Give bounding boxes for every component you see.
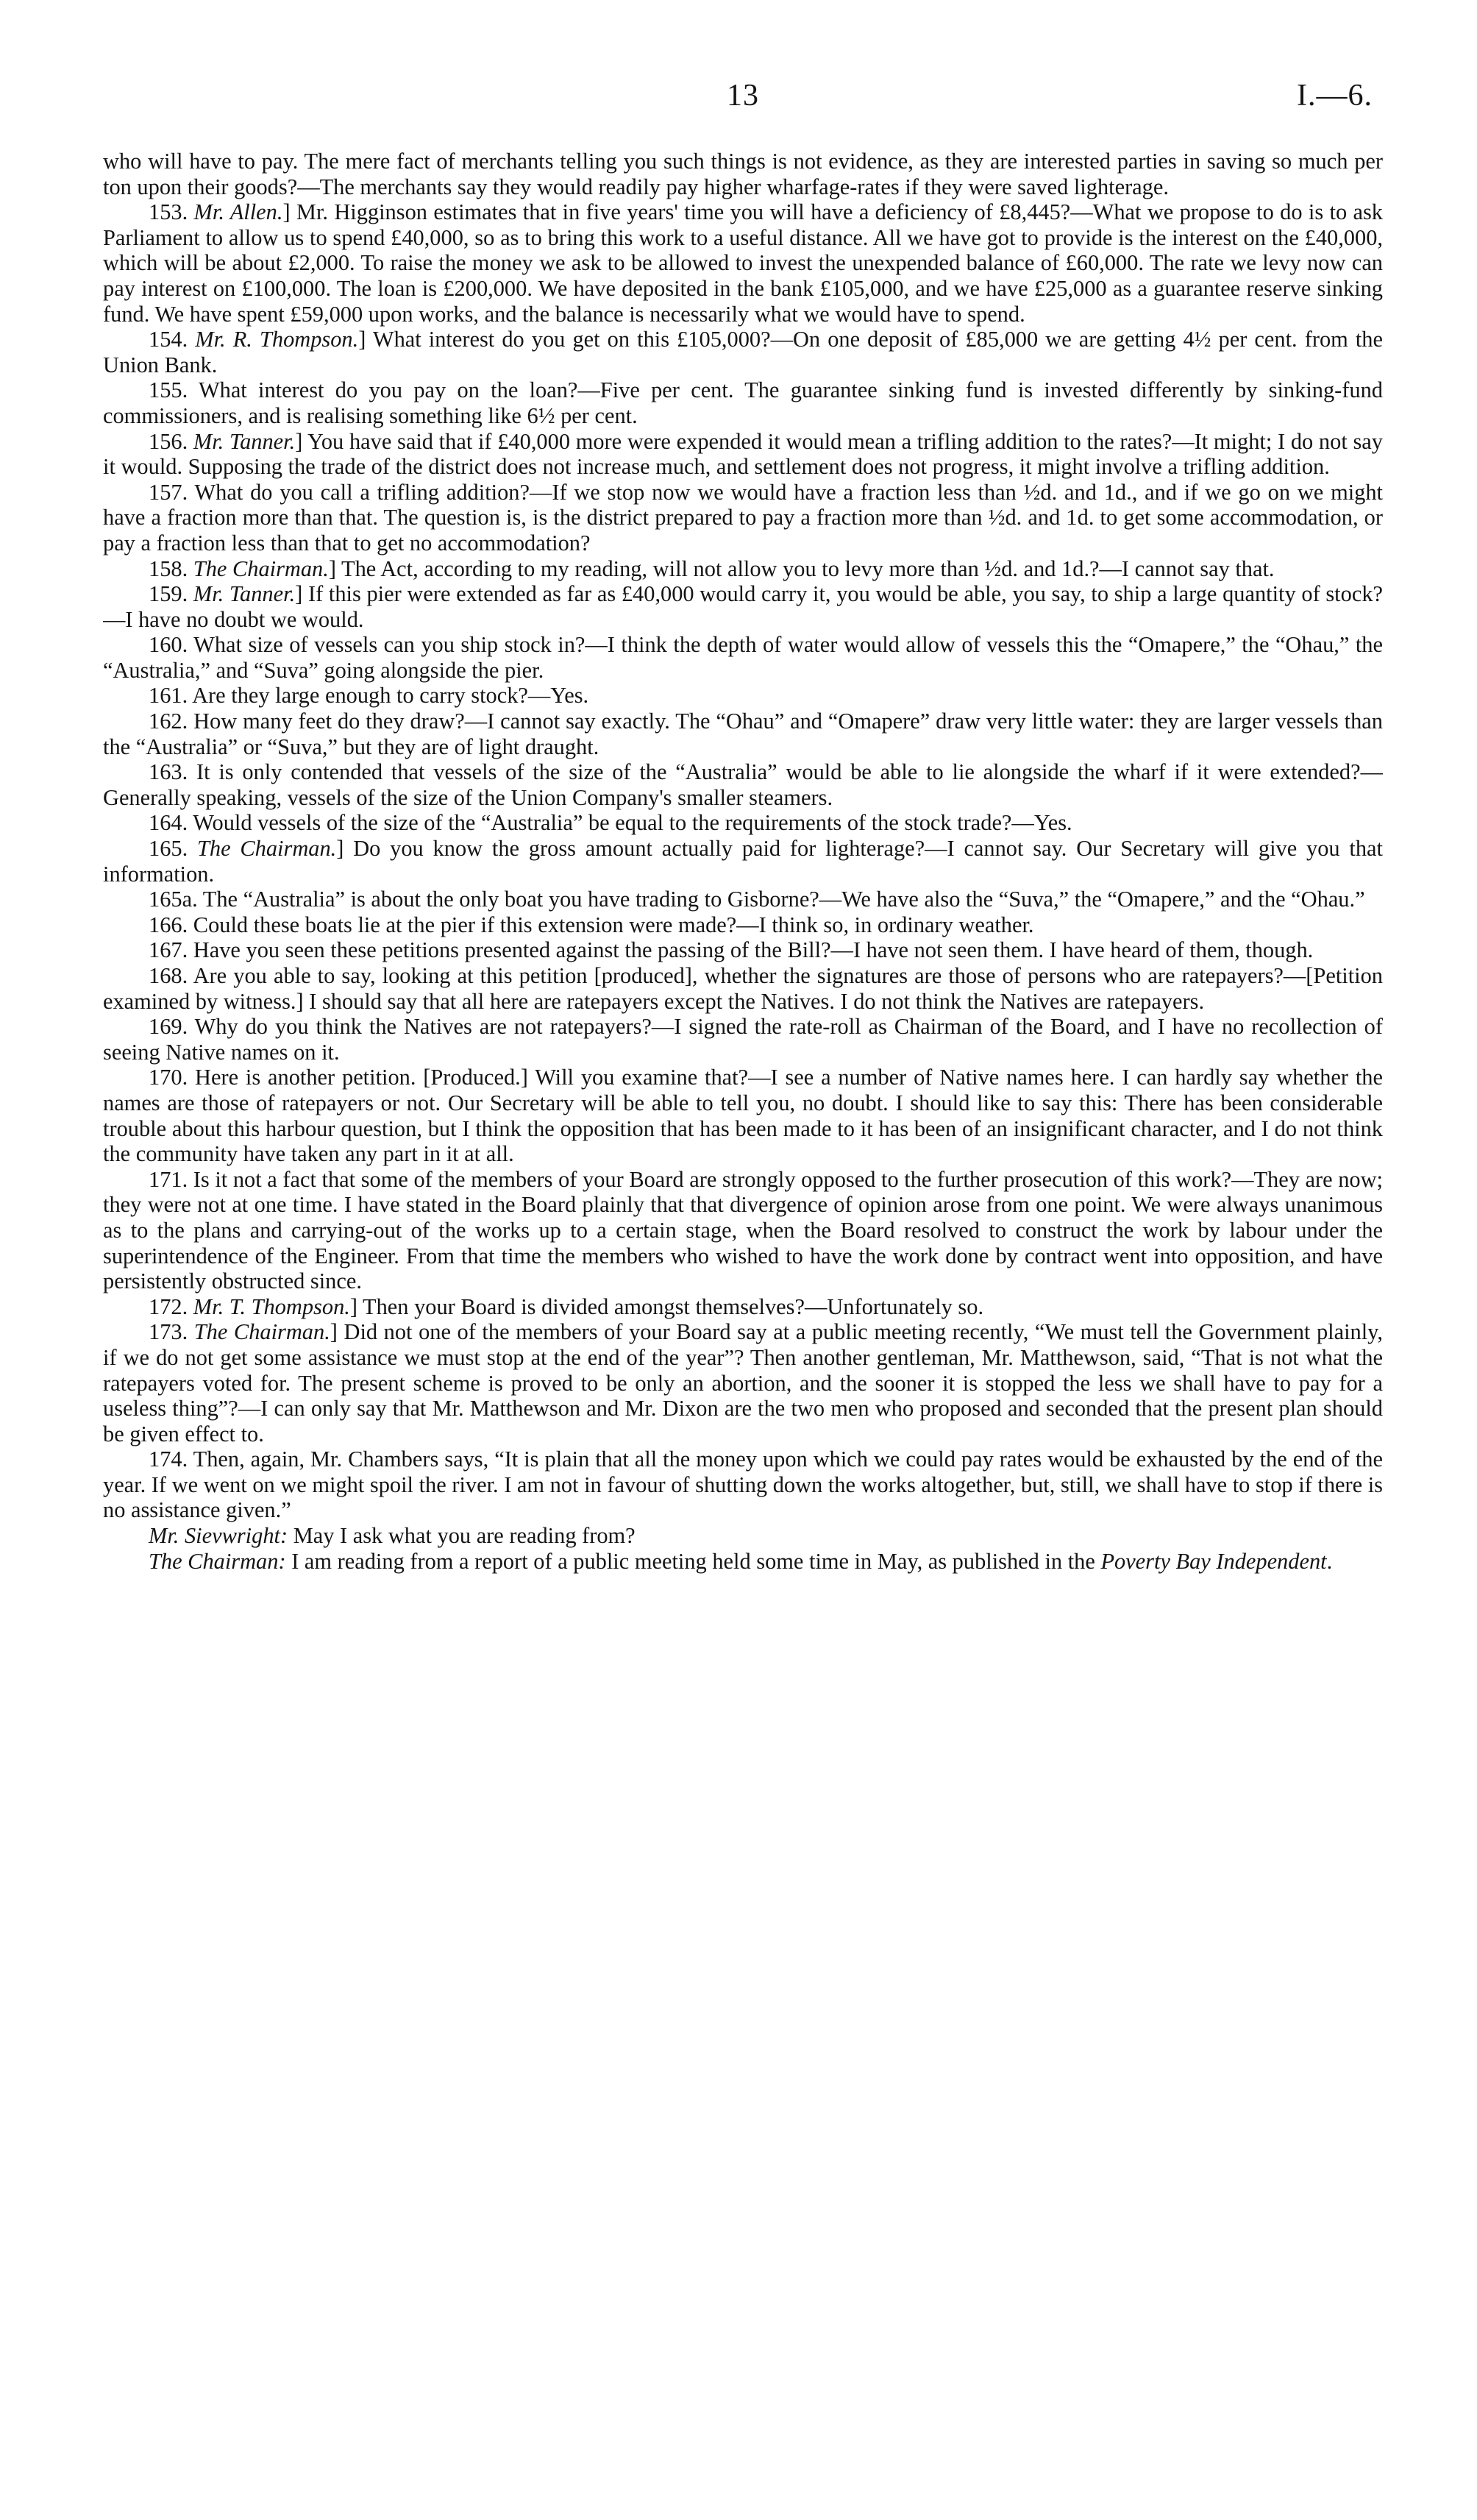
question-number: 167. (149, 937, 188, 963)
testimony-paragraph (103, 937, 1383, 963)
paragraph-text: What interest do you pay on the loan?—Five per cent. The guarantee sinking fund is invested differently by sinking-fund commissioners, and is realising something like 6½ per cent. (103, 377, 1383, 428)
testimony-paragraph: 153. Mr. Allen.] Mr. Higginson estimates that in five years' time you will have a deficiency of £8,445?—What we propose to do is to ask Parliament to allow us to spend £40,000, so as to bring this work to a useful distance. All we have got to provide is the interest on the £40,000, which will be about £2,000. To raise the money we ask to be allowed to invest the unexpended balance of £60,000. The rate we levy now can pay interest on £100,000. The loan is £200,000. We have deposited in the bank £105,000, and we have £25,000 as a guarantee reserve sinking fund. We have spent £59,000 upon works, and the balance is necessarily what we would have to spend. (103, 199, 1383, 327)
testimony-paragraph (103, 759, 1383, 810)
question-number: 164. (149, 810, 188, 836)
publication-title: Poverty Bay Independent (1100, 1548, 1327, 1574)
paragraph-text: What do you call a trifling addition?—If we stop now we would have a fraction less than ½d. and 1d., and if we go on we might have a fraction more than that. The question is, is the district prepared to pay a fraction more than ½d. and 1d. to get some accommodation, or pay a fraction less than that to get no accommodation? (103, 479, 1383, 556)
question-number: 170. (149, 1065, 188, 1090)
paragraph-text: If this pier were extended as far as £40,000 would carry it, you would be able, you say, to ship a large quantity of stock?—I have no doubt we would. (103, 581, 1383, 632)
speaker-name: The Chairman. (193, 556, 329, 581)
question-number: 154. (149, 327, 188, 352)
paragraph-text: The “Australia” is about the only boat you have trading to Gisborne?—We have also the “Suva,” the “Omapere,” and the “Ohau.” (202, 887, 1365, 912)
speaker-name: The Chairman. (193, 1319, 330, 1345)
paragraph-text: Do you know the gross amount actually paid for lighterage?—I cannot say. Our Secretary will give you that information. (103, 836, 1383, 887)
paragraph-text: who will have to pay. The mere fact of merchants telling you such things is not evidence, as they are interested parties in saving so much per ton upon their goods?—The merchants say they would readily pay higher wharfage-rates if they were saved lighterage. (103, 149, 1383, 199)
paragraph-text: Why do you think the Natives are not ratepayers?—I signed the rate-roll as Chairman of the Board, and I have no recollection of seeing Native names on it. (103, 1014, 1383, 1065)
paragraph-text: May I ask what you are reading from? (293, 1523, 636, 1549)
paragraph-text: Are they large enough to carry stock?—Yes. (192, 683, 589, 709)
paragraph-text: Could these boats lie at the pier if this extension were made?—I think so, in ordinary weather. (193, 912, 1034, 937)
testimony-paragraph: 159. Mr. Tanner.] If this pier were extended as far as £40,000 would carry it, you would be able, you say, to ship a large quantity of stock?—I have no doubt we would. (103, 581, 1383, 632)
document-page (103, 74, 1383, 2472)
testimony-paragraph (103, 709, 1383, 759)
paragraph-text: How many feet do they draw?—I cannot say exactly. The “Ohau” and “Omapere” draw very little water: they are larger vessels than the “Australia” or “Suva,” but they are of light draught. (103, 709, 1383, 759)
page-number: 13 (727, 79, 759, 113)
question-number: 172. (149, 1293, 188, 1319)
paragraph-text: Then, again, Mr. Chambers says, “It is plain that all the money upon which we could pay rates would be exhausted by the end of the year. If we went on we might spoil the river. I am not in favour of shutting down the works altogether, but, still, we shall have to stop if there is no assistance given.” (103, 1447, 1383, 1523)
testimony-paragraph: 165. The Chairman.] Do you know the gross amount actually paid for lighterage?—I cannot say. Our Secretary will give you that information. (103, 836, 1383, 887)
testimony-paragraph (103, 912, 1383, 938)
paragraph-text: Have you seen these petitions presented against the passing of the Bill?—I have not seen them. I have heard of them, though. (193, 937, 1314, 963)
speaker-name: The Chairman. (197, 836, 337, 862)
question-number: 159. (149, 581, 188, 607)
question-number: 165a. (149, 887, 198, 912)
testimony-paragraph (103, 1447, 1383, 1523)
paragraph-text: You have said that if £40,000 more were expended it would mean a trifling addition to the rates?—It might; I do not say it would. Supposing the trade of the district does not increase much, and settlement does not progress, it might involve a trifling addition. (103, 428, 1383, 480)
paragraph-text: Mr. Higginson estimates that in five years' time you will have a deficiency of £8,445?—What we propose to do is to ask Parliament to allow us to spend £40,000, so as to bring this work to a useful distance. All we have got to provide is the interest on the £40,000, which will be about £2,000. To raise the money we ask to be allowed to invest the unexpended balance of £60,000. The rate we levy now can pay interest on £100,000. The loan is £200,000. We have deposited in the bank £105,000, and we have £25,000 as a guarantee reserve sinking fund. We have spent £59,000 upon works, and the balance is necessarily what we would have to spend. (103, 199, 1383, 327)
paragraph-text: What size of vessels can you ship stock in?—I think the depth of water would allow of vessels this the “Omapere,” the “Ohau,” the “Australia,” and “Suva” going alongside the pier. (103, 632, 1383, 683)
testimony-paragraph (103, 149, 1383, 199)
testimony-paragraph (103, 1014, 1383, 1065)
question-number: 153. (149, 199, 188, 225)
question-number: 157. (149, 479, 188, 505)
paragraph-text: Are you able to say, looking at this petition [produced], whether the signatures are those of persons who are ratepayers?—[Petition examined by witness.] I should say that all here are ratepayers except the Natives. I do not think the Natives are ratepayers. (103, 963, 1383, 1014)
paragraph-text: Here is another petition. [Produced.] Will you examine that?—I see a number of Native names here. I can hardly say whether the names are those of ratepayers or not. Our Secretary will be able to tell you, no doubt. I should like to say this: There has been considerable trouble about this harbour question, but I think the opposition that has been made to it has been of an insignificant character, and I do not think the community have taken any part in it at all. (103, 1065, 1383, 1167)
testimony-paragraph: 154. Mr. R. Thompson.] What interest do you get on this £105,000?—On one deposit of £85,000 we are getting 4½ per cent. from the Union Bank. (103, 327, 1383, 377)
question-number: 163. (149, 759, 188, 785)
paragraph-text: The Act, according to my reading, will not allow you to levy more than ½d. and 1d.?—I cannot say that. (341, 556, 1275, 581)
question-number: 165. (149, 836, 188, 862)
closing-paragraph (103, 1523, 1383, 1549)
question-number: 162. (149, 709, 188, 734)
question-number: 169. (149, 1014, 188, 1040)
question-number: 171. (149, 1166, 188, 1192)
question-number: 155. (149, 377, 188, 403)
testimony-paragraph: 156. Mr. Tanner.] You have said that if £40,000 more were expended it would mean a trifling addition to the rates?—It might; I do not say it would. Supposing the trade of the district does not increase much, and settlement does not progress, it might involve a trifling addition. (103, 428, 1383, 480)
closing-paragraph (103, 1549, 1383, 1575)
testimony-paragraph (103, 1065, 1383, 1166)
paragraph-text: Is it not a fact that some of the members of your Board are strongly opposed to the further prosecution of this work?—They are now; they were not at one time. I have stated in the Board plainly that that divergence of opinion arose from one point. We were always unanimous as to the plans and carrying-out of the works up to a certain stage, when the Board resolved to construct the work by labour under the superintendence of the Engineer. From that time the members who wished to have the work done by contract went into opposition, and have persistently obstructed since. (103, 1166, 1383, 1294)
testimony-paragraph: 172. Mr. T. Thompson.] Then your Board is divided amongst themselves?—Unfortunately so. (149, 1293, 984, 1319)
question-number: 174. (149, 1447, 188, 1472)
question-number: 160. (149, 632, 188, 658)
paragraph-text: Would vessels of the size of the “Australia” be equal to the requirements of the stock trade?—Yes. (193, 810, 1072, 836)
question-number: 168. (149, 963, 188, 988)
paragraph-text: It is only contended that vessels of the size of the “Australia” would be able to lie alongside the wharf if it were extended?—Generally speaking, vessels of the size of the Union Company's smaller steamers. (103, 759, 1383, 810)
speaker-name: Mr. R. Thompson. (195, 327, 359, 352)
speaker-name: Mr. T. Thompson. (193, 1293, 350, 1319)
testimony-paragraph (103, 683, 1383, 709)
testimony-paragraph (103, 480, 1383, 556)
testimony-paragraph (103, 963, 1383, 1014)
testimony-paragraph (103, 887, 1383, 912)
page-header (103, 74, 1383, 125)
question-number: 173. (149, 1319, 188, 1345)
question-number: 166. (149, 912, 188, 937)
testimony-paragraph (103, 632, 1383, 683)
paragraph-text: Then your Board is divided amongst themselves?—Unfortunately so. (363, 1293, 984, 1319)
testimony-paragraph (103, 810, 1383, 836)
paragraph-text: Did not one of the members of your Board say at a public meeting recently, “We must tell the Government plainly, if we do not get some assistance we must stop at the end of the year”? Then another gentleman, Mr. Matthewson, said, “That is not what the ratepayers voted for. The present scheme is proved to be only an abortion, and the sooner it is stopped the less we shall have to pay for a useless thing”?—I can only say that Mr. Matthewson and Mr. Dixon are the two men who proposed and seconded that the present plan should be given effect to. (103, 1319, 1383, 1447)
question-number: 156. (149, 428, 188, 454)
question-number: 161. (149, 683, 188, 709)
document-reference: I.—6. (1297, 79, 1373, 113)
speaker-name: The Chairman: (149, 1548, 286, 1574)
speaker-name: Mr. Allen. (193, 199, 283, 225)
speaker-name: Mr. Tanner. (193, 428, 296, 454)
paragraph-text: What interest do you get on this £105,000?—On one deposit of £85,000 we are getting 4½ per cent. from the Union Bank. (103, 327, 1383, 377)
question-number: 158. (149, 556, 188, 581)
document-body (103, 149, 1383, 1574)
testimony-paragraph (103, 377, 1383, 428)
testimony-paragraph: 158. The Chairman.] The Act, according to my reading, will not allow you to levy more than ½d. and 1d.?—I cannot say that. (149, 556, 1275, 581)
paragraph-text: I am reading from a report of a public meeting held some time in May, as published in the (291, 1548, 1095, 1574)
testimony-paragraph (103, 1167, 1383, 1294)
testimony-paragraph: 173. The Chairman.] Did not one of the members of your Board say at a public meeting recently, “We must tell the Government plainly, if we do not get some assistance we must stop at the end of the year”? Then another gentleman, Mr. Matthewson, said, “That is not what the ratepayers voted for. The present scheme is proved to be only an abortion, and the sooner it is stopped the less we shall have to pay for a useless thing”?—I can only say that Mr. Matthewson and Mr. Dixon are the two men who proposed and seconded that the present plan should be given effect to. (103, 1319, 1383, 1447)
sentence-end: . (1326, 1548, 1333, 1574)
speaker-name: Mr. Sievwright: (149, 1523, 288, 1549)
speaker-name: Mr. Tanner. (193, 581, 296, 607)
